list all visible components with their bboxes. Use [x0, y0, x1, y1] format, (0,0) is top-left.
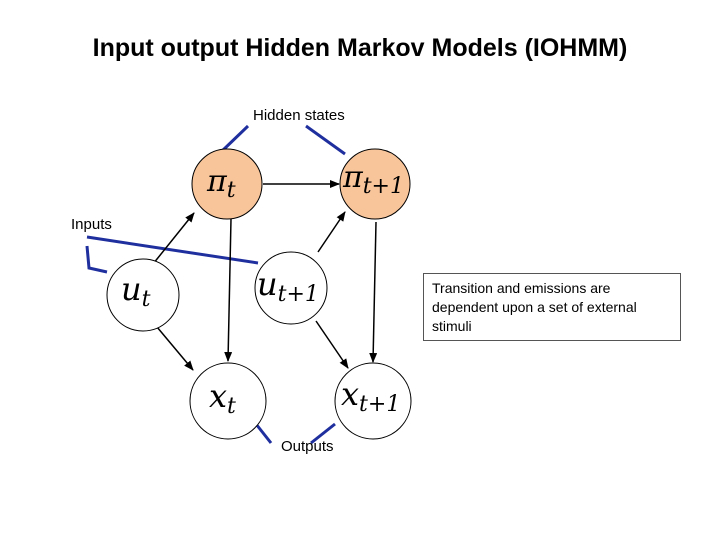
- edge-pi-t-to-x-t: [228, 219, 231, 361]
- svg-text:xt: xt: [209, 377, 236, 419]
- node-x-t1: [335, 363, 411, 439]
- note-box: [423, 273, 681, 341]
- edge-u-t-to-pi-t: [153, 213, 194, 264]
- svg-text:πt: $\pi_t$: [207, 164, 236, 203]
- svg-text:ut: ut: [121, 270, 151, 312]
- node-pi-t: [192, 149, 262, 219]
- svg-text:ut+1: ut+1: [257, 265, 319, 307]
- slide-title: Input output Hidden Markov Models (IOHMM): [92, 34, 628, 62]
- inputs-bracket: [87, 237, 258, 272]
- svg-text:xt+1: xt+1: [341, 375, 401, 417]
- hidden-states-label: Hidden states: [253, 107, 345, 124]
- edge-pi-t1-to-x-t1: [373, 222, 376, 362]
- edge-u-t1-to-x-t1: [316, 321, 348, 368]
- node-u-t: [107, 259, 179, 331]
- node-u-t1: [255, 252, 327, 324]
- hidden-states-bracket: [221, 126, 345, 154]
- node-x-t: [190, 363, 266, 439]
- edge-u-t-to-x-t: [157, 327, 193, 370]
- inputs-label: Inputs: [71, 216, 112, 233]
- outputs-label: Outputs: [281, 438, 334, 455]
- svg-text:πt+1: $\pi_{t+1}$: [343, 160, 404, 199]
- edge-u-t1-to-pi-t1: [318, 212, 345, 252]
- node-pi-t1: [340, 149, 410, 219]
- note-text: Transition and emissions are dependent upon a set of external stimuli: [432, 280, 637, 334]
